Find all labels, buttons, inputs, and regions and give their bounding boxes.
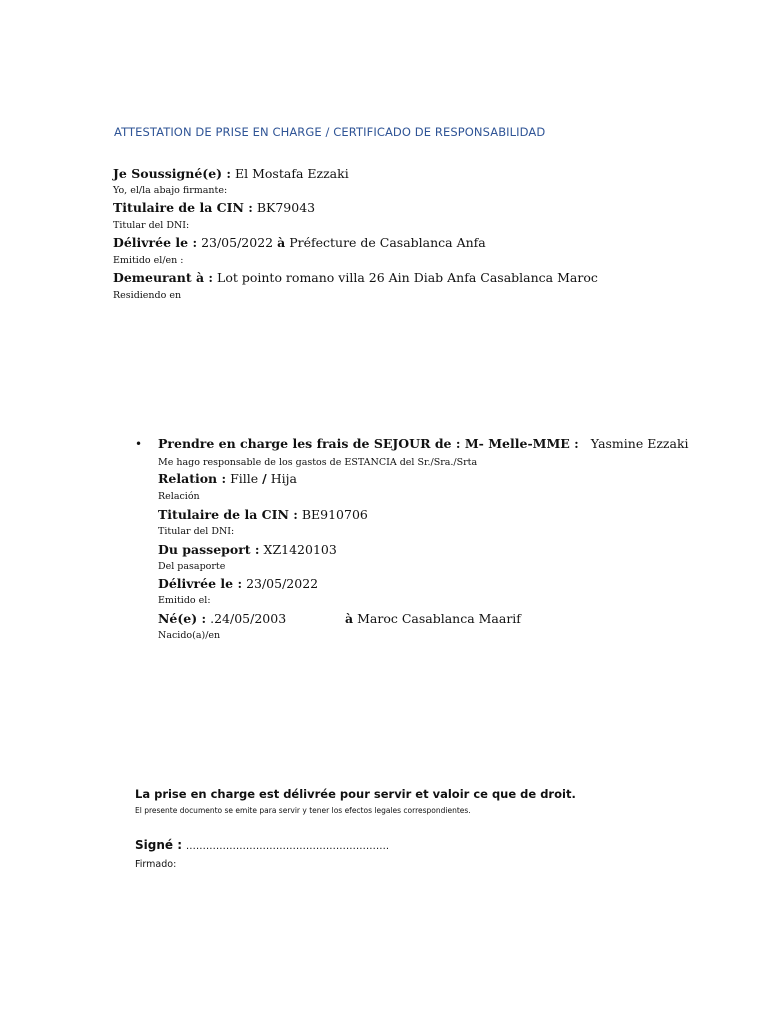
- declarant-cin-value: BK79043: [256, 200, 316, 215]
- relation-label: Relation :: [158, 471, 227, 486]
- prendre-line: [158, 436, 689, 452]
- passeport-label: Du passeport :: [158, 542, 260, 557]
- declarant-cin-sub: Titular del DNI:: [113, 220, 190, 231]
- declarant-delivree-place: Préfecture de Casablanca Anfa: [289, 235, 486, 250]
- demeurant-sub: Residiendo en: [113, 290, 182, 301]
- declarant-cin-label: Titulaire de la CIN :: [113, 200, 253, 215]
- signe-label: Signé :: [135, 838, 183, 852]
- ne-sub: Nacido(a)/en: [158, 630, 221, 641]
- ne-line: [158, 611, 286, 627]
- ne-value: .24/05/2003: [210, 611, 287, 626]
- declarant-delivree-sub: Emitido el/en :: [113, 255, 184, 266]
- demeurant-line: [113, 270, 598, 286]
- beneficiary-cin-label: Titulaire de la CIN :: [158, 507, 298, 522]
- ne-place: Maroc Casablanca Maarif: [357, 611, 521, 626]
- beneficiary-cin-sub: Titular del DNI:: [158, 526, 235, 537]
- declarant-cin-line: [113, 200, 315, 216]
- demeurant-value: Lot pointo romano villa 26 Ain Diab Anfa Casablanca Maroc: [217, 270, 598, 285]
- beneficiary-delivree-line: [158, 576, 318, 592]
- relation-sub: Relación: [158, 491, 200, 502]
- bullet-point: •: [135, 437, 143, 451]
- relation-slash: /: [262, 471, 267, 486]
- demeurant-label: Demeurant à :: [113, 270, 214, 285]
- ne-place-line: [345, 611, 521, 627]
- soussigne-line: [113, 166, 349, 182]
- passeport-value: XZ1420103: [263, 542, 337, 557]
- document-title: ATTESTATION DE PRISE EN CHARGE / CERTIFICADO DE RESPONSABILIDAD: [114, 125, 546, 139]
- soussigne-label: Je Soussigné(e) :: [113, 166, 232, 181]
- soussigne-sub: Yo, el/la abajo firmante:: [113, 185, 228, 196]
- passeport-sub: Del pasaporte: [158, 561, 226, 572]
- beneficiary-delivree-value: 23/05/2022: [246, 576, 319, 591]
- declarant-delivree-a: à: [277, 235, 286, 250]
- signature-dots: …………………………………………………….: [185, 841, 390, 852]
- ne-label: Né(e) :: [158, 611, 207, 626]
- ne-a: à: [345, 611, 354, 626]
- closing-statement-fr: La prise en charge est délivrée pour servir et valoir ce que de droit.: [135, 787, 576, 801]
- passeport-line: [158, 542, 337, 558]
- beneficiary-delivree-label: Délivrée le :: [158, 576, 243, 591]
- declarant-delivree-line: [113, 235, 486, 251]
- relation-line: [158, 471, 297, 487]
- beneficiary-cin-value: BE910706: [301, 507, 368, 522]
- closing-statement-es: El presente documento se emite para servir y tener los efectos legales correspondientes.: [135, 806, 471, 815]
- relation-value-es: Hija: [270, 471, 297, 486]
- firmado-label: Firmado:: [135, 859, 177, 870]
- prendre-sub: Me hago responsable de los gastos de ESTANCIA del Sr./Sra./Srta: [158, 457, 478, 468]
- relation-value-fr: Fille: [230, 471, 259, 486]
- beneficiary-delivree-sub: Emitido el:: [158, 595, 211, 606]
- beneficiary-cin-line: [158, 507, 368, 523]
- prendre-label: Prendre en charge les frais de SEJOUR de : M- Melle-MME :: [158, 436, 579, 451]
- soussigne-value: El Mostafa Ezzaki: [235, 166, 349, 181]
- prendre-value: Yasmine Ezzaki: [590, 436, 689, 451]
- declarant-delivree-label: Délivrée le :: [113, 235, 198, 250]
- signature-line: [135, 838, 389, 852]
- declarant-delivree-date: 23/05/2022: [201, 235, 274, 250]
